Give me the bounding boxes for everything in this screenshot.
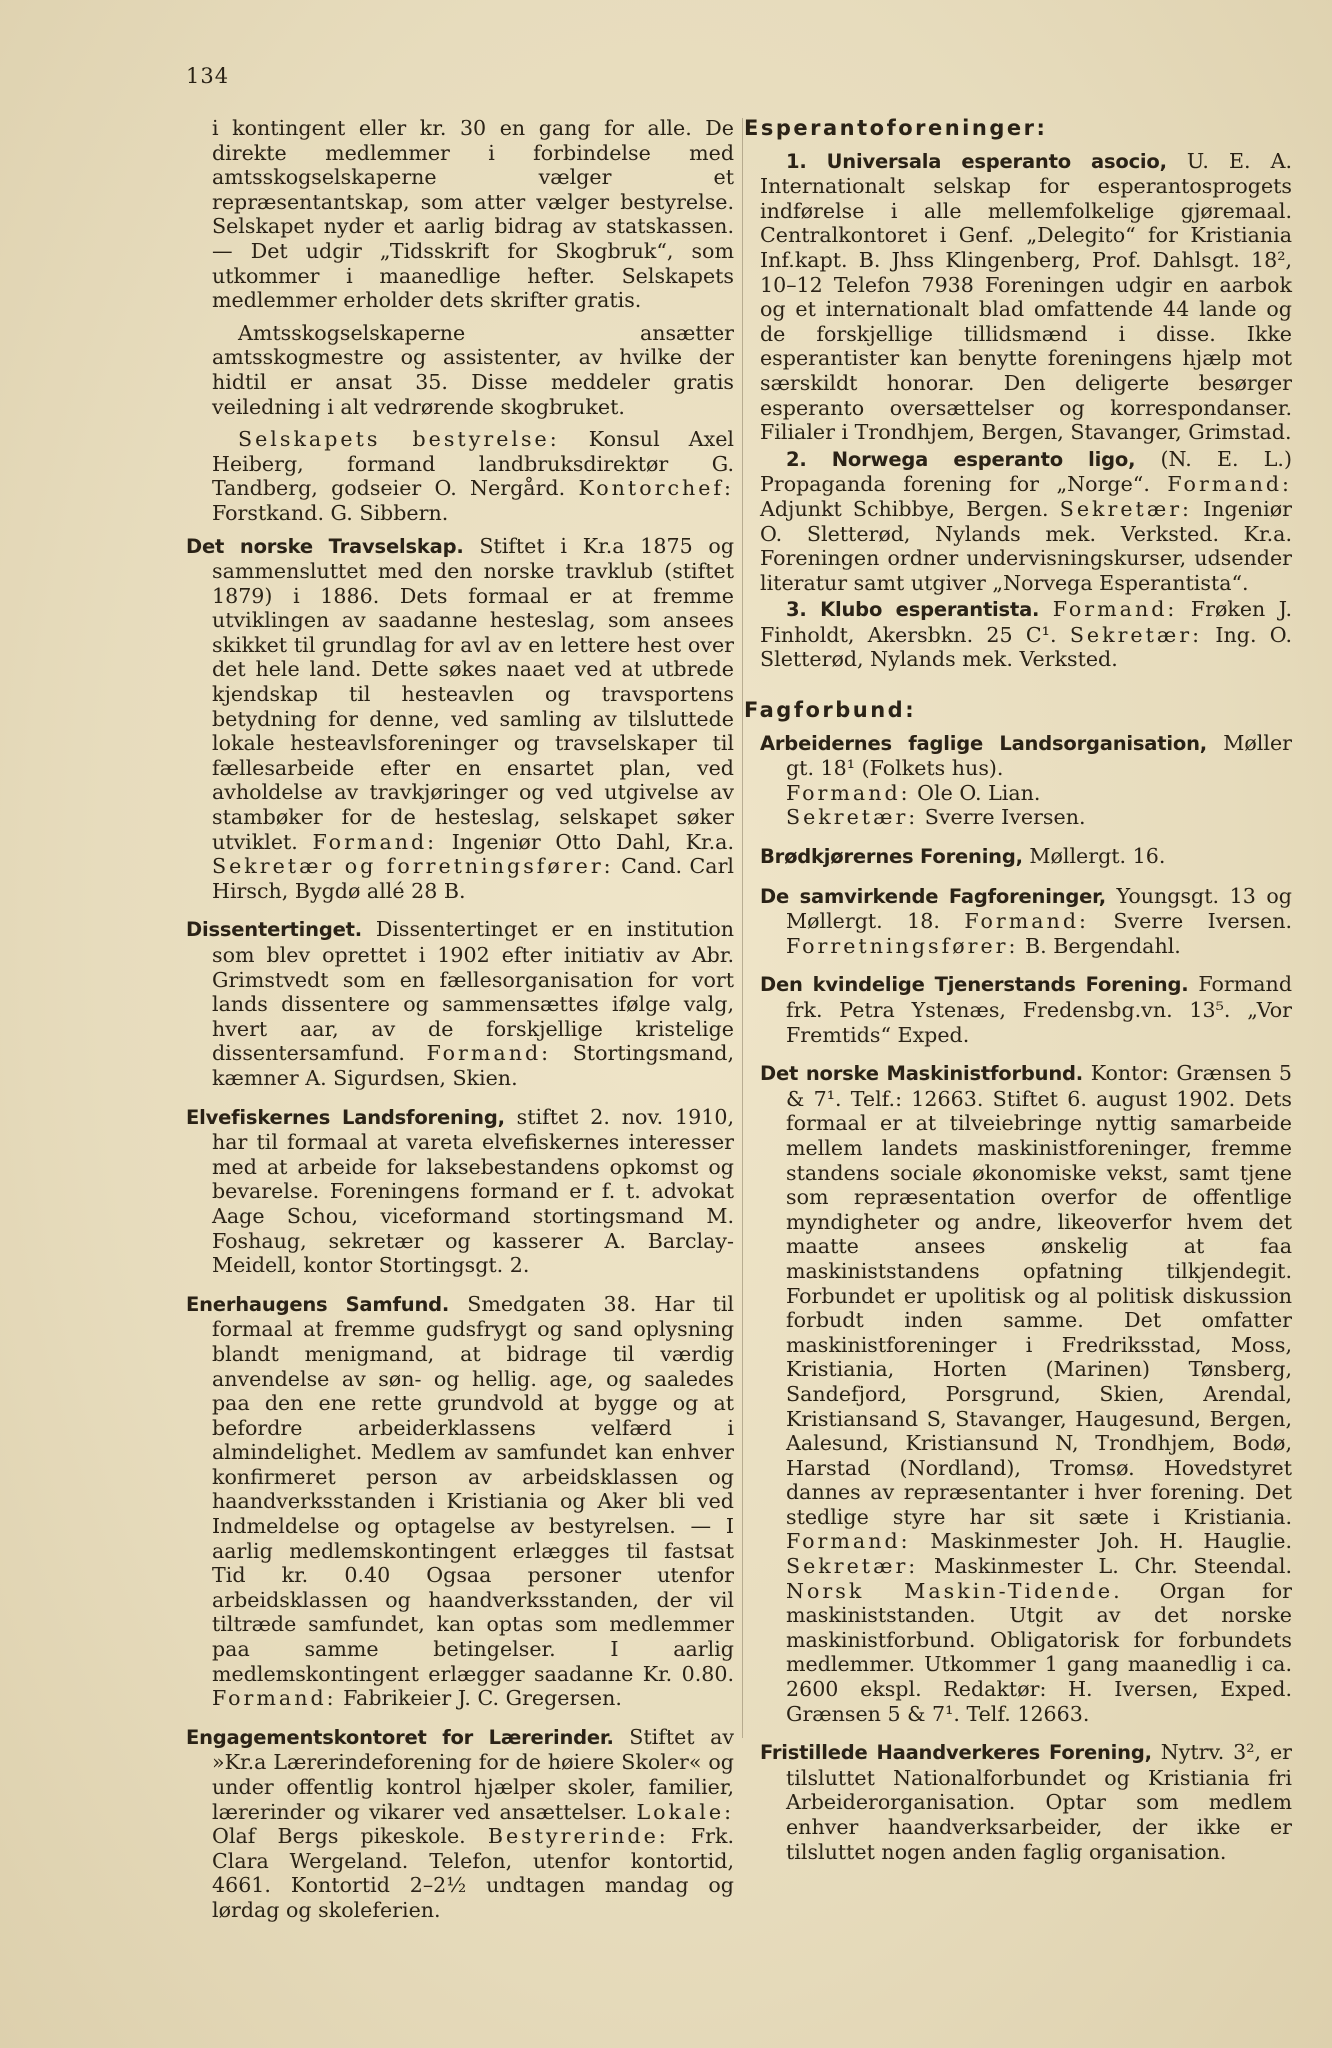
column-divider [742,118,743,1738]
text-kvindelige-tjenerstand: Formand frk. Petra Ystenæs, Fredensbg.vn. 13⁵. „Vor Fremtids“ Exped. [786,972,1293,1047]
label-formand: Formand: [312,829,438,854]
label-formand: Formand: [786,780,911,805]
heading-klubo: 3. Klubo esperantista. [786,598,1040,622]
heading-nel: 2. Norwega esperanto ligo, [786,447,1136,471]
label-formand: Formand: [786,1529,911,1554]
text-formand: Ole O. Lian. [917,780,1041,805]
heading-landsorganisation: Arbeidernes faglige Landsorganisation, [760,731,1207,755]
paragraph-amtsskog: Amtsskogselskaperne ansætter amtsskogmestre og assistenter, av hvilke der hidtil er ansat 35. Disse meddeler gratis veiledning i alt vedrørende skogbruket. [212,320,734,419]
text-bestyrelse: Konsul Axel Heiberg, formand landbruksdirektør G. Tandberg, godseier O. Nergård. [212,427,734,501]
text-dissentertinget: Dissentertinget er en institution som blev oprettet i 1902 efter initiativ av Abr. Grimstvedt som en fællesorganisation for vort lands dissentere og sammensættes ifølge valg, hvert aar, av de forskjellige kristelige dissentersamfund. [212,917,734,1066]
text-uea: U. E. A. Internationalt selskap for esperantosprogets indførelse i alle mellemfolkelige gjøremaal. Centralkontoret i Genf. „Delegito“ for Kristiania Inf.kapt. B. Jhss Klingenberg, Prof. Dahlsgt. 18², 10–12 Telefon 7938 Foreningen udgir en aarbok og et internationalt blad omfattende 44 lande og de forskjellige tillidsmænd i disse. Ikke esperantister kan benytte foreningens hjælp mot særskildt honorar. Den deligerte besørger esperanto oversættelser og korrespondanser. Filialer i Trondhjem, Bergen, Stavanger, Grimstad. [760,148,1293,445]
entry-fristillede [760,1740,1292,1864]
entry-dissentertinget [186,917,734,1090]
text-samvirkende: Youngsgt. 13 og Møllergt. 18. [786,883,1292,934]
entry-klubo [760,597,1292,672]
heading-dissentertinget: Dissentertinget. [186,918,362,942]
text-formand: Adjunkt Schibbye, Bergen. [760,496,1049,521]
text-lokale: Olaf Bergs pikeskole. [212,1824,466,1849]
paragraph-bestyrelse [186,427,734,525]
text-enerhaugens: Smedgaten 38. Har til formaal at fremme gudsfrygt og sand oplysning blandt menigmand, at bidrage til værdig anvendelse av søn- og hellig. age, og saaledes paa den ene rette grundvold at bygge og at befordre arbeiderklassens velfærd i almindelighet. Medlem av samfundet kan enhver konfirmeret person av arbeidsklassen og haandverksstanden i Kristiania og Aker bli ved Indmeldelse og optagelse av bestyrelsen. — I aarlig medlemskontingent erlægges til fastsat Tid kr. 0.40 Ogsaa personer utenfor arbeidsklassen og haandverksstanden, der vil tiltræde samfundet, kan optas som medlemmer paa samme betingelser. I aarlig medlemskontingent erlægger saadanne Kr. 0.80. [212,1291,734,1686]
text-bestyrerinde: Frk. Clara Wergeland. Telefon, utenfor kontortid, 4661. Kontortid 2–2½ undtagen mandag og lørdag og skoleferien. [212,1824,734,1922]
label-sekretaer: Sekretær: [786,805,919,830]
text-sekretaer: Ing. O. Sletterød, Nylands mek. Verksted. [760,622,1293,672]
entry-engagementskontoret [186,1725,734,1923]
section-esperantoforeninger: Esperantoforeninger: [744,116,1048,140]
left-column [186,116,734,1937]
page-number: 134 [186,64,230,88]
label-bestyrelse: Selskapets bestyrelse: [238,427,560,452]
entry-travselskap [186,534,734,904]
label-sekretaer: Sekretær og forretningsfører: [212,854,614,879]
text-sekretaer: Ingeniør O. Sletterød, Nylands mek. Verksted. Kr.a. Foreningen ordner undervisningskurser, udsender literatur samt utgiver „Norvega Esperantista“. [760,496,1293,595]
text-maskinistforbund: Grænsen 5 & 7¹. Telf.: 12663. Stiftet 6. august 1902. Dets formaal er at tilveiebringe nyttig samarbeide mellem landets maskinistforeninger, fremme standens sociale økonomiske vekst, samt tjene som repræsentation overfor de offentlige myndigheter og andre, likeoverfor hvem det maatte ansees ønskelig at faa maskiniststandens opfatning tilkjendegit. Forbundet er upolitisk og al politisk diskussion forbudt inden samme. Det omfatter maskinistforeninger i Fredriksstad, Moss, Kristiania, Horten (Marinen) Tønsberg, Sandefjord, Porsgrund, Skien, Arendal, Kristiansand S, Stavanger, Haugesund, Bergen, Aalesund, Kristiansund N, Trondhjem, Bodø, Harstad (Nordland), Tromsø. Hovedstyret dannes av repræsentanter i hver forening. Det stedlige styre har sit sæte i Kristiania. [786,1061,1293,1529]
text-brodkjorernes: Møllergt. 16. [1029,844,1166,869]
label-maskin-tidende: Norsk Maskin-Tidende. [786,1578,1123,1603]
heading-enerhaugens: Enerhaugens Samfund. [186,1292,450,1316]
text-formand: Ingeniør Otto Dahl, Kr.a. [451,829,735,854]
right-column [744,116,1293,1878]
label-sekretaer: Sekretær: [786,1554,919,1579]
section-fagforbund: Fagforbund: [744,698,917,723]
label-lokale: Lokale: [636,1799,735,1824]
label-kontor: Kontor: [1090,1061,1169,1086]
entry-kvindelige-tjenerstand [760,972,1292,1047]
entry-uea [760,149,1292,445]
label-forretningsforer: Forretningsfører: [786,933,1019,958]
text-maskin-tidende: Organ for maskiniststanden. Utgit av det norske maskinistforbund. Obligatorisk for forbundets medlemmer. Utkommer 1 gang maanedlig i ca. 2600 ekspl. [786,1578,1292,1702]
label-bestyrerinde: Bestyrerinde: [487,1824,669,1849]
label-formand: Formand: [1052,597,1178,622]
heading-kvindelige-tjenerstand: Den kvindelige Tjenerstands Forening. [760,973,1189,997]
heading-uea: 1. Universala esperanto asocio, [786,149,1167,173]
heading-engagementskontoret: Engagementskontoret for Lærerinder. [186,1725,614,1749]
text-sekretaer: Maskinmester L. Chr. Steendal. [933,1554,1292,1579]
text-redaktor: H. Iversen, Exped. Grænsen 5 & 7¹. Telf. 12663. [786,1677,1293,1726]
text-elvefiskernes: stiftet 2. nov. 1910, har til formaal at vareta elvefiskernes interesser med at arbeide for laksebestandens opkomst og bevarelse. Foreningens formand er f. t. advokat Aage Schou, viceformand stortingsmand M. Foshaug, sekretær og kasserer A. Barclay-Meidell, kontor Stortingsgt. 2. [212,1104,734,1278]
entry-maskinistforbund [760,1061,1292,1726]
label-sekretaer: Sekretær: [1069,622,1203,647]
entry-landsorganisation [760,731,1292,830]
text-formand: Maskinmester Joh. H. Hauglie. [930,1529,1292,1554]
text-sekretaer: Cand. Carl Hirsch, Bygdø allé 28 B. [212,854,735,903]
heading-samvirkende: De samvirkende Fagforeninger, [760,884,1106,908]
text-landsorganisation: Møller gt. 18¹ (Folkets hus). [786,730,1292,781]
text-formand: Stortingsmand, kæmner A. Sigurdsen, Skien. [212,1041,734,1090]
text-nel: (N. E. L.) Propaganda forening for „Norge“. [760,446,1293,497]
heading-brodkjorernes: Brødkjørernes Forening, [760,845,1023,869]
entry-brodkjorernes [760,844,1292,870]
text-forretningsforer: B. Bergendahl. [1024,933,1181,958]
heading-elvefiskernes: Elvefiskernes Landsforening, [186,1105,505,1129]
text-formand: Fabrikeier J. C. Gregersen. [343,1686,622,1711]
label-kontorchef: Kontorchef: [578,476,734,501]
text-formand: Frøken J. Finholdt, Akersbkn. 25 C¹. [760,597,1293,647]
text-sekretaer: Sverre Iversen. [924,805,1086,830]
text-travselskap: Stiftet i Kr.a 1875 og sammensluttet med den norske travklub (stiftet 1879) i 1886. Dets formaal er at fremme utviklingen av saadanne hesteslag, som ansees skikket til grundlag for avl av en lettere hest over det hele land. Dette søkes naaet ved at utbrede kjendskap til hesteavlen og travsportens betydning for denne, ved samling av tilsluttede lokale hesteavlsforeninger og travselskaper til fællesarbeide efter en ensartet plan, ved avholdelse av travkjøringer og ved utgivelse av stambøker for de hesteslag, selskapet søker utviklet. [212,533,734,854]
label-sekretaer: Sekretær: [1059,496,1192,521]
text-fristillede: Nytrv. 3², er tilsluttet Nationalforbundet og Kristiania fri Arbeiderorganisation. Optar som medlem enhver haandverksarbeider, der ikke er tilsluttet nogen anden faglig organisation. [786,1740,1293,1864]
label-formand: Formand: [964,909,1089,934]
label-redaktor: Redaktør: [943,1677,1047,1702]
text-kontorchef: Forstkand. G. Sibbern. [212,500,449,525]
label-formand: Formand: [212,1686,337,1711]
label-formand: Formand: [426,1041,552,1066]
entry-samvirkende [760,884,1292,959]
paragraph-skogselskap-cont: i kontingent eller kr. 30 en gang for alle. De direkte medlemmer i forbindelse med amtsskogselskaperne vælger et repræsentantskap, som atter vælger bestyrelse. Selskapet nyder et aarlig bidrag av statskassen. — Det udgir „Tidsskrift for Skogbruk“, som utkommer i maanedlige hefter. Selskapets medlemmer erholder dets skrifter gratis. [212,116,734,313]
entry-nel [760,447,1292,596]
text-engagementskontoret: Stiftet av »Kr.a Lærerindeforening for de høiere Skoler« og under offentlig kontrol hjælper skoler, familier, lærerinder og vikarer ved ansættelser. [212,1724,734,1824]
entry-enerhaugens [186,1292,734,1711]
heading-fristillede: Fristillede Haandverkeres Forening, [760,1741,1152,1765]
heading-maskinistforbund: Det norske Maskinistforbund. [760,1062,1084,1086]
label-formand: Formand: [1167,472,1292,497]
text-formand: Sverre Iversen. [1113,909,1293,934]
heading-travselskap: Det norske Travselskap. [186,534,464,558]
entry-elvefiskernes [186,1105,734,1278]
